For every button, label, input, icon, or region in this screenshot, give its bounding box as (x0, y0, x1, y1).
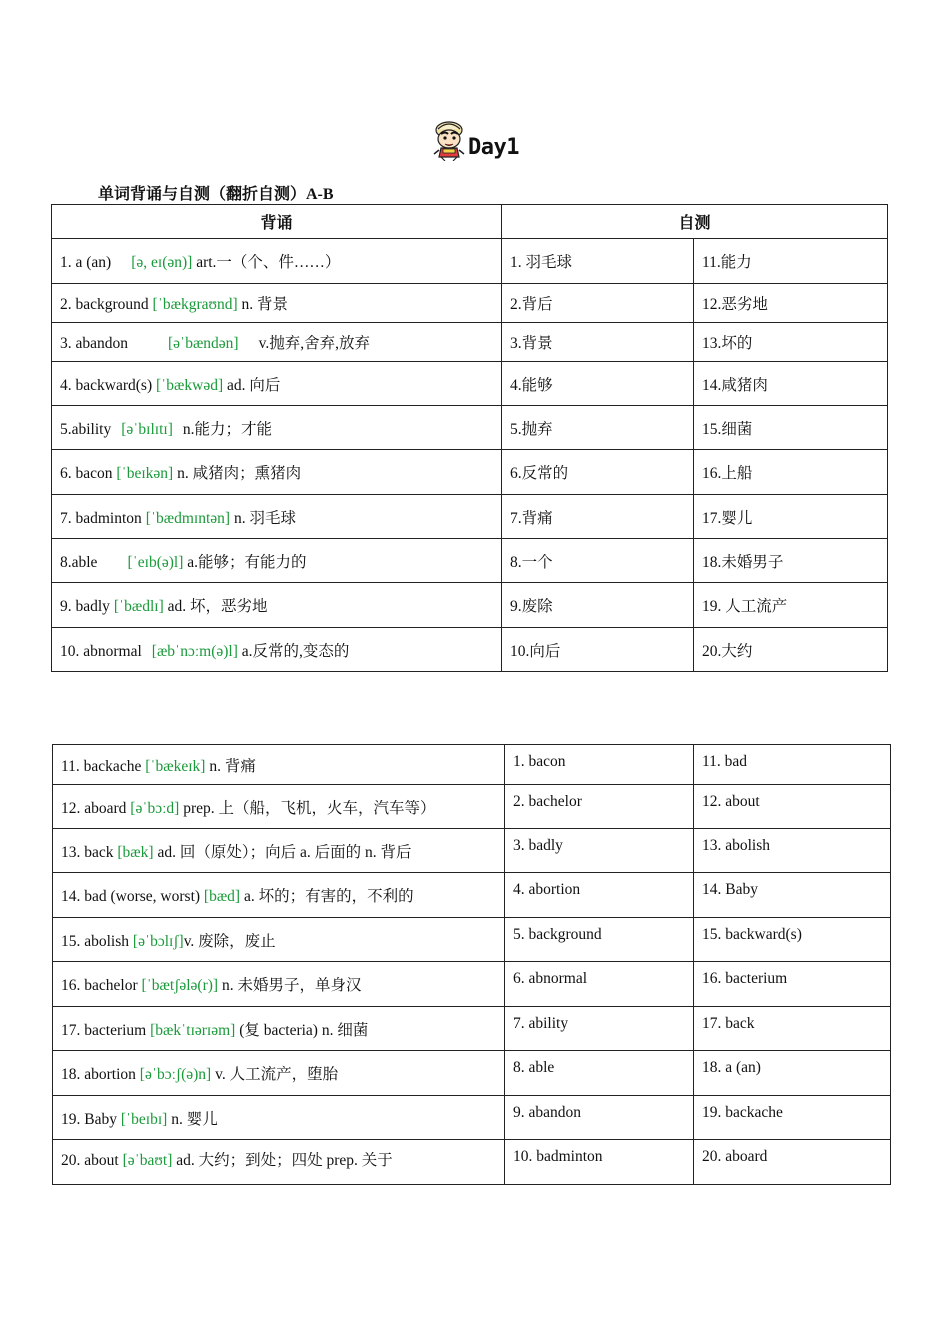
phonetic: [ˈbækwəd] (155, 376, 224, 394)
test-cell: 7. ability (505, 1007, 694, 1051)
phonetic: [ˈbækgraʊnd] (152, 296, 238, 313)
word: 20. about (61, 1152, 119, 1169)
table-row (53, 873, 891, 918)
phonetic: [bækˈtɪərɪəm] (150, 1021, 236, 1039)
test-cell: 9. abandon (505, 1096, 694, 1140)
word-cell (53, 918, 505, 962)
word: 17. bacterium (61, 1021, 147, 1039)
phonetic: [ˈbædlɪ] (113, 598, 164, 615)
phonetic: [əˈbɪlɪtɪ] (121, 420, 173, 438)
word-cell (52, 284, 502, 323)
meaning: n. 羽毛球 (233, 509, 296, 527)
test-cell: 13. abolish (694, 829, 891, 873)
test-cell: 15. backward(s) (694, 918, 891, 962)
phonetic: [bæd] (203, 888, 241, 905)
test-cell: 14. Baby (694, 873, 891, 918)
table-row (52, 539, 888, 583)
test-cell: 3.背景 (502, 323, 694, 362)
word-cell (52, 450, 502, 495)
word-cell (53, 962, 505, 1007)
word-cell (53, 1007, 505, 1051)
table-row (53, 745, 891, 785)
table-row (53, 1096, 891, 1140)
word: 4. backward(s) (60, 376, 153, 394)
test-cell: 4.能够 (502, 362, 694, 406)
meaning: ad. 大约；到处；四处 prep. 关于 (176, 1152, 393, 1169)
meaning: v. 废除，废止 (183, 932, 276, 950)
meaning: (复 bacteria) n. 细菌 (239, 1021, 369, 1039)
test-cell: 5.抛弃 (502, 406, 694, 450)
test-cell: 3. badly (505, 829, 694, 873)
test-cell: 4. abortion (505, 873, 694, 918)
phonetic: [əˈbaʊt] (122, 1152, 173, 1169)
phonetic: [əˈbɔːʃ(ə)n] (139, 1066, 212, 1083)
phonetic: [ˈbeɪbɪ] (120, 1110, 168, 1128)
test-cell: 2.背后 (502, 284, 694, 323)
test-cell: 14.咸猪肉 (694, 362, 888, 406)
meaning: n. 背景 (241, 296, 289, 313)
header-recite: 背诵 (52, 205, 502, 239)
word-cell (52, 239, 502, 284)
cartoon-boy-icon (432, 119, 466, 161)
test-cell: 6. abnormal (505, 962, 694, 1007)
table-row (52, 323, 888, 362)
recite-table-1 (51, 204, 888, 672)
meaning: ad. 回（原处）；向后 a. 后面的 n. 背后 (157, 843, 412, 861)
table-row (52, 628, 888, 672)
meaning: ad. 向后 (227, 376, 281, 394)
table-row (53, 1007, 891, 1051)
test-cell: 19. 人工流产 (694, 583, 888, 628)
phonetic: [əˈbɔːd] (130, 799, 180, 817)
header-self-test: 自测 (502, 205, 888, 239)
recite-table-2 (52, 744, 891, 1185)
word: 18. abortion (61, 1066, 136, 1083)
word-cell (52, 539, 502, 583)
meaning: prep. 上（船，飞机，火车，汽车等） (183, 799, 436, 817)
meaning: a. 坏的；有害的，不利的 (243, 888, 414, 905)
phonetic: [bæk] (117, 843, 154, 861)
meaning: n. 咸猪肉；熏猪肉 (177, 465, 302, 482)
test-cell: 10. badminton (505, 1140, 694, 1185)
word-cell (52, 362, 502, 406)
table-row (52, 362, 888, 406)
test-cell: 16.上船 (694, 450, 888, 495)
word-cell (52, 583, 502, 628)
word: 10. abnormal (60, 642, 142, 660)
test-cell: 2. bachelor (505, 785, 694, 829)
table-row (53, 1140, 891, 1185)
test-cell: 20.大约 (694, 628, 888, 672)
word-cell (53, 1096, 505, 1140)
test-cell: 1. bacon (505, 745, 694, 785)
test-cell: 19. backache (694, 1096, 891, 1140)
word: 5.ability (60, 420, 112, 438)
phonetic: [ə, eɪ(ən)] (131, 254, 193, 271)
test-cell: 20. aboard (694, 1140, 891, 1185)
word: 8.able (60, 553, 98, 571)
test-cell: 11. bad (694, 745, 891, 785)
word-cell (53, 745, 505, 785)
word: 7. badminton (60, 509, 142, 527)
word: 6. bacon (60, 465, 113, 482)
test-cell: 7.背痛 (502, 495, 694, 539)
meaning: v.抛弃,舍弃,放弃 (258, 335, 370, 352)
phonetic: [æbˈnɔːm(ə)l] (151, 642, 238, 660)
word: 19. Baby (61, 1110, 117, 1128)
test-cell: 10.向后 (502, 628, 694, 672)
word: 15. abolish (61, 932, 130, 950)
table-row (53, 785, 891, 829)
word: 16. bachelor (61, 977, 138, 994)
meaning: a.能够；有能力的 (187, 553, 307, 571)
test-cell: 11.能力 (694, 239, 888, 284)
phonetic: [ˈbækeɪk] (145, 757, 206, 775)
word: 11. backache (61, 757, 142, 775)
test-cell: 9.废除 (502, 583, 694, 628)
test-cell: 12. about (694, 785, 891, 829)
word-cell (52, 628, 502, 672)
day-label: Day1 (468, 134, 519, 160)
word-cell (53, 1051, 505, 1096)
table-row (52, 450, 888, 495)
table-row (52, 406, 888, 450)
section-subtitle: 单词背诵与自测（翻折自测）A-B (98, 186, 334, 203)
table-row (52, 284, 888, 323)
word-cell (53, 829, 505, 873)
test-cell: 1. 羽毛球 (502, 239, 694, 284)
test-cell: 15.细菌 (694, 406, 888, 450)
meaning: n. 婴儿 (171, 1110, 218, 1128)
meaning: ad. 坏，恶劣地 (167, 598, 268, 615)
phonetic: [əˈbɔlɪʃ] (132, 932, 184, 950)
table-header-row (52, 205, 888, 239)
word: 13. back (61, 843, 114, 861)
meaning: v. 人工流产，堕胎 (215, 1066, 339, 1083)
table-row (52, 239, 888, 284)
word: 3. abandon (60, 335, 129, 352)
test-cell: 12.恶劣地 (694, 284, 888, 323)
table-row (52, 583, 888, 628)
word-cell (53, 1140, 505, 1185)
meaning: art.一（个、件……） (196, 254, 341, 271)
test-cell: 5. background (505, 918, 694, 962)
meaning: n. 背痛 (209, 757, 256, 775)
word: 1. a (an) (60, 254, 112, 271)
test-cell: 16. bacterium (694, 962, 891, 1007)
word: 14. bad (worse, worst) (61, 888, 201, 905)
word-cell (52, 406, 502, 450)
word: 9. badly (60, 598, 110, 615)
word: 2. background (60, 296, 149, 313)
test-cell: 13.坏的 (694, 323, 888, 362)
table-row (53, 918, 891, 962)
word-cell (52, 323, 502, 362)
test-cell: 18. a (an) (694, 1051, 891, 1096)
test-cell: 18.未婚男子 (694, 539, 888, 583)
phonetic: [ˈeɪb(ə)l] (127, 553, 184, 571)
test-cell: 6.反常的 (502, 450, 694, 495)
table-row (52, 495, 888, 539)
phonetic: [ˈbætʃələ(r)] (141, 977, 219, 994)
meaning: a.反常的,变态的 (241, 642, 350, 660)
test-cell: 17.婴儿 (694, 495, 888, 539)
phonetic: [ˈbædmɪntən] (145, 509, 231, 527)
test-cell: 8. able (505, 1051, 694, 1096)
word-cell (53, 873, 505, 918)
word: 12. aboard (61, 799, 127, 817)
phonetic: [ˈbeɪkən] (116, 465, 174, 482)
test-cell: 8.一个 (502, 539, 694, 583)
page-title (432, 118, 519, 162)
table-row (53, 829, 891, 873)
table-row (53, 962, 891, 1007)
word-cell (52, 495, 502, 539)
word-cell (53, 785, 505, 829)
test-cell: 17. back (694, 1007, 891, 1051)
meaning: n.能力；才能 (182, 420, 273, 438)
phonetic: [əˈbændən] (168, 335, 239, 352)
meaning: n. 未婚男子，单身汉 (221, 977, 362, 994)
table-row (53, 1051, 891, 1096)
